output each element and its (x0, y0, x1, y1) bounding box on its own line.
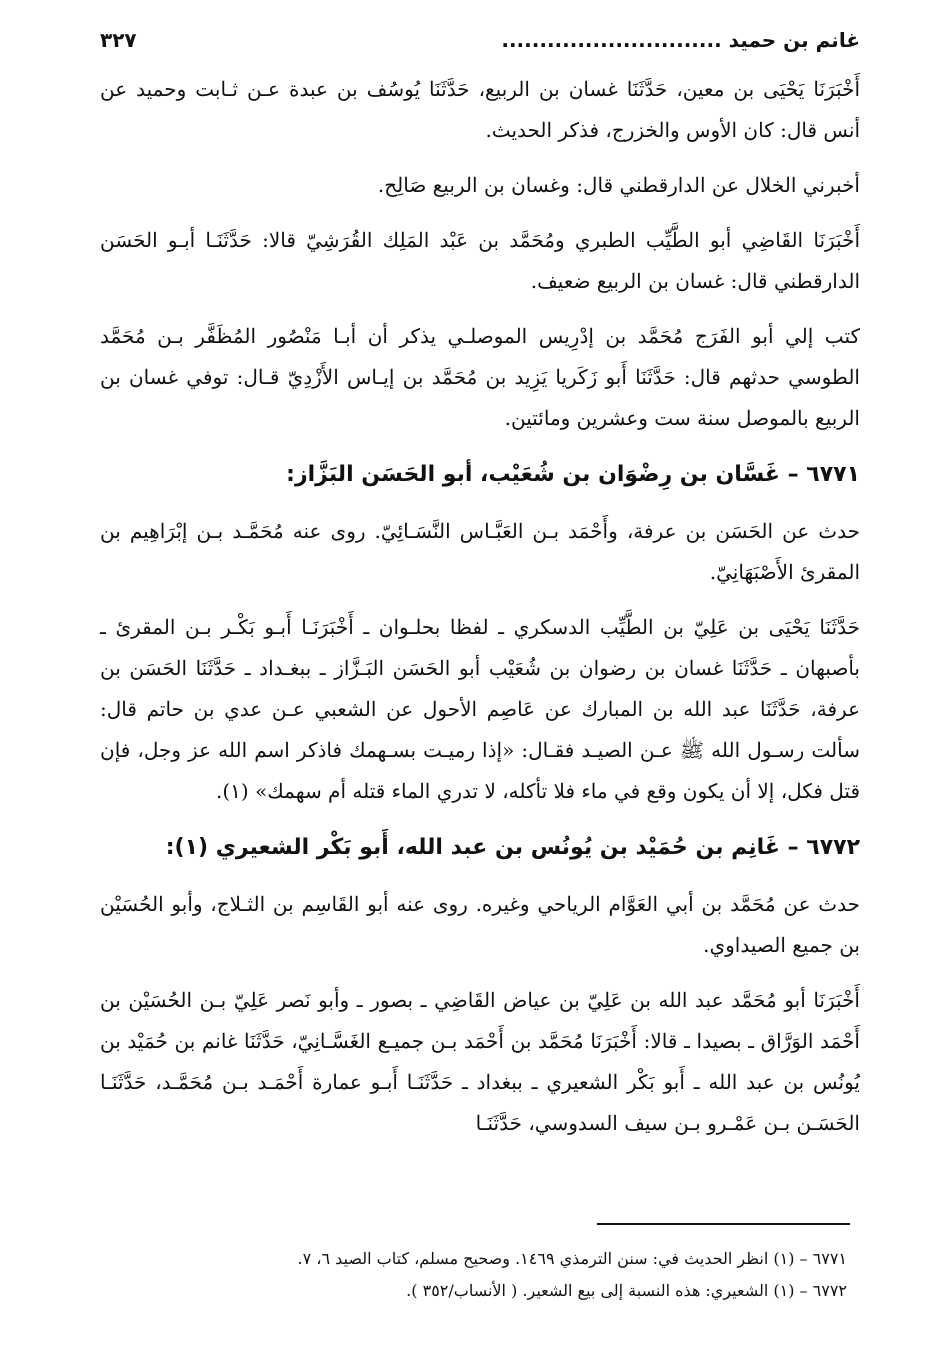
running-title: غانم بن حميد ............................. (501, 28, 860, 52)
page-number: ٣٢٧ (100, 28, 137, 52)
paragraph: كتب إلي أبو الفَرَج مُحَمَّد بن إدْرِيس الموصلـي يذكر أن أبـا مَنْصُور المُظَفَّر بـن مُحَمَّد الطوسي حدثهم قال: حَدَّثَنَا أَبو زَكَريا يَزِيد بن مُحَمَّد بن إيـاس الأَزْدِيّ قـال: توفي غسان بن الربيع بالموصل سنة ست وعشرين ومائتين. (100, 324, 860, 430)
footnotes (147, 1243, 847, 1307)
paragraph: أَخْبَرَنَا القَاضِي أبو الطَّيِّب الطبري ومُحَمَّد بن عَبْد المَلِك القُرَشِيّ قالا: حَدَّثَنَـا أبـو الحَسَن الدارقطني قال: غسان بن الربيع ضعيف. (100, 228, 860, 293)
paragraph: أخبرني الخلال عن الدارقطني قال: وغسان بن الربيع صَالِح. (377, 173, 860, 197)
paragraph: حدث عن الحَسَن بن عرفة، وأَحْمَد بـن العَبَّـاس النَّسَـائِيّ. روى عنه مُحَمَّـد بـن إبْرَاهِيم بن المقرئ الأَصْبَهَانِيّ. (100, 519, 860, 584)
entry-heading: ٦٧٧١ – غَسَّان بن رِضْوَان بن شُعَيْب، أبو الحَسَن البَزَّاز: (286, 462, 860, 487)
paragraph: أَخْبَرَنَا يَحْيَى بن معين، حَدَّثَنَا غسان بن الربيع، حَدَّثَنَا يُوسُف بن عبدة عـن ثـابت وحميد عن أنس قال: كان الأوس والخزرج، فذكر الحديث. (100, 77, 860, 142)
footnote: ٦٧٧١ – (١) انظر الحديث في: سنن الترمذي ١٤٦٩. وصحيح مسلم، كتاب الصيد ٦، ٧. (297, 1249, 847, 1268)
entry-heading: ٦٧٧٢ – غَانِم بن حُمَيْد بن يُونُس بن عبد الله، أَبو بَكْر الشعيري (١): (165, 835, 860, 860)
paragraph: أَخْبَرَنَا أبو مُحَمَّد عبد الله بن عَلِيّ بن عياض القَاضِي ـ بصور ـ وأبو نَصر عَلِيّ بـن الحُسَيْن بن أَحْمَد الوَرَّاق ـ بصيدا ـ قالا: أَخْبَرَنَا مُحَمَّد بن أَحْمَد بـن جميـع الغَسَّـانِيّ، حَدَّثَنَا غانم بن حُمَيْد بن يُونُس بن عبد الله ـ أَبو بَكْر الشعيري ـ ببغداد ـ حَدَّثَنَـا أَبـو عمارة أَحْمَـد بـن مُحَمَّـد، حَدَّثَنَـا الحَسَـن بـن عَمْـرو بـن سيف السدوسي، حَدَّثَنَـا (100, 988, 860, 1135)
paragraph: حدث عن مُحَمَّد بن أبي العَوَّام الرياحي وغيره. روى عنه أبو القَاسِم بن الثـلاج، وأبو الحُسَيْن بن جميع الصيداوي. (100, 892, 860, 957)
running-header (100, 28, 860, 69)
paragraph: حَدَّثَنَا يَحْيَى بن عَلِيّ بن الطَّيِّب الدسكري ـ لفظا بحلـوان ـ أَخْبَرَنَـا أَبـو بَكْـر بـن المقرئ ـ بأصبهان ـ حَدَّثَنَا غسان بن رضوان بن شُعَيْب أبو الحَسَن البَـزَّاز ـ ببغـداد ـ حَدَّثَنَا الحَسَن بن عرفة، حَدَّثَنَا عبد الله بن المبارك عن عَاصِم الأحول عن الشعبي عـن عدي بن حاتم قال: سألت رسـول الله ﷺ عـن الصيـد فقـال: «إذا رميـت بسـهمك فاذكر اسم الله عز وجل، فإن قتل فكل، إلا أن يكون وقع في ماء فلا تأكله، لا تدري الماء قتله أم سهمك» (١). (100, 615, 860, 803)
page-body (100, 28, 860, 1158)
footnote-separator (597, 1223, 850, 1225)
footnote: ٦٧٧٢ – (١) الشعيري: هذه النسبة إلى بيع الشعير. ( الأنساب/٣٥٢ ). (406, 1281, 847, 1300)
